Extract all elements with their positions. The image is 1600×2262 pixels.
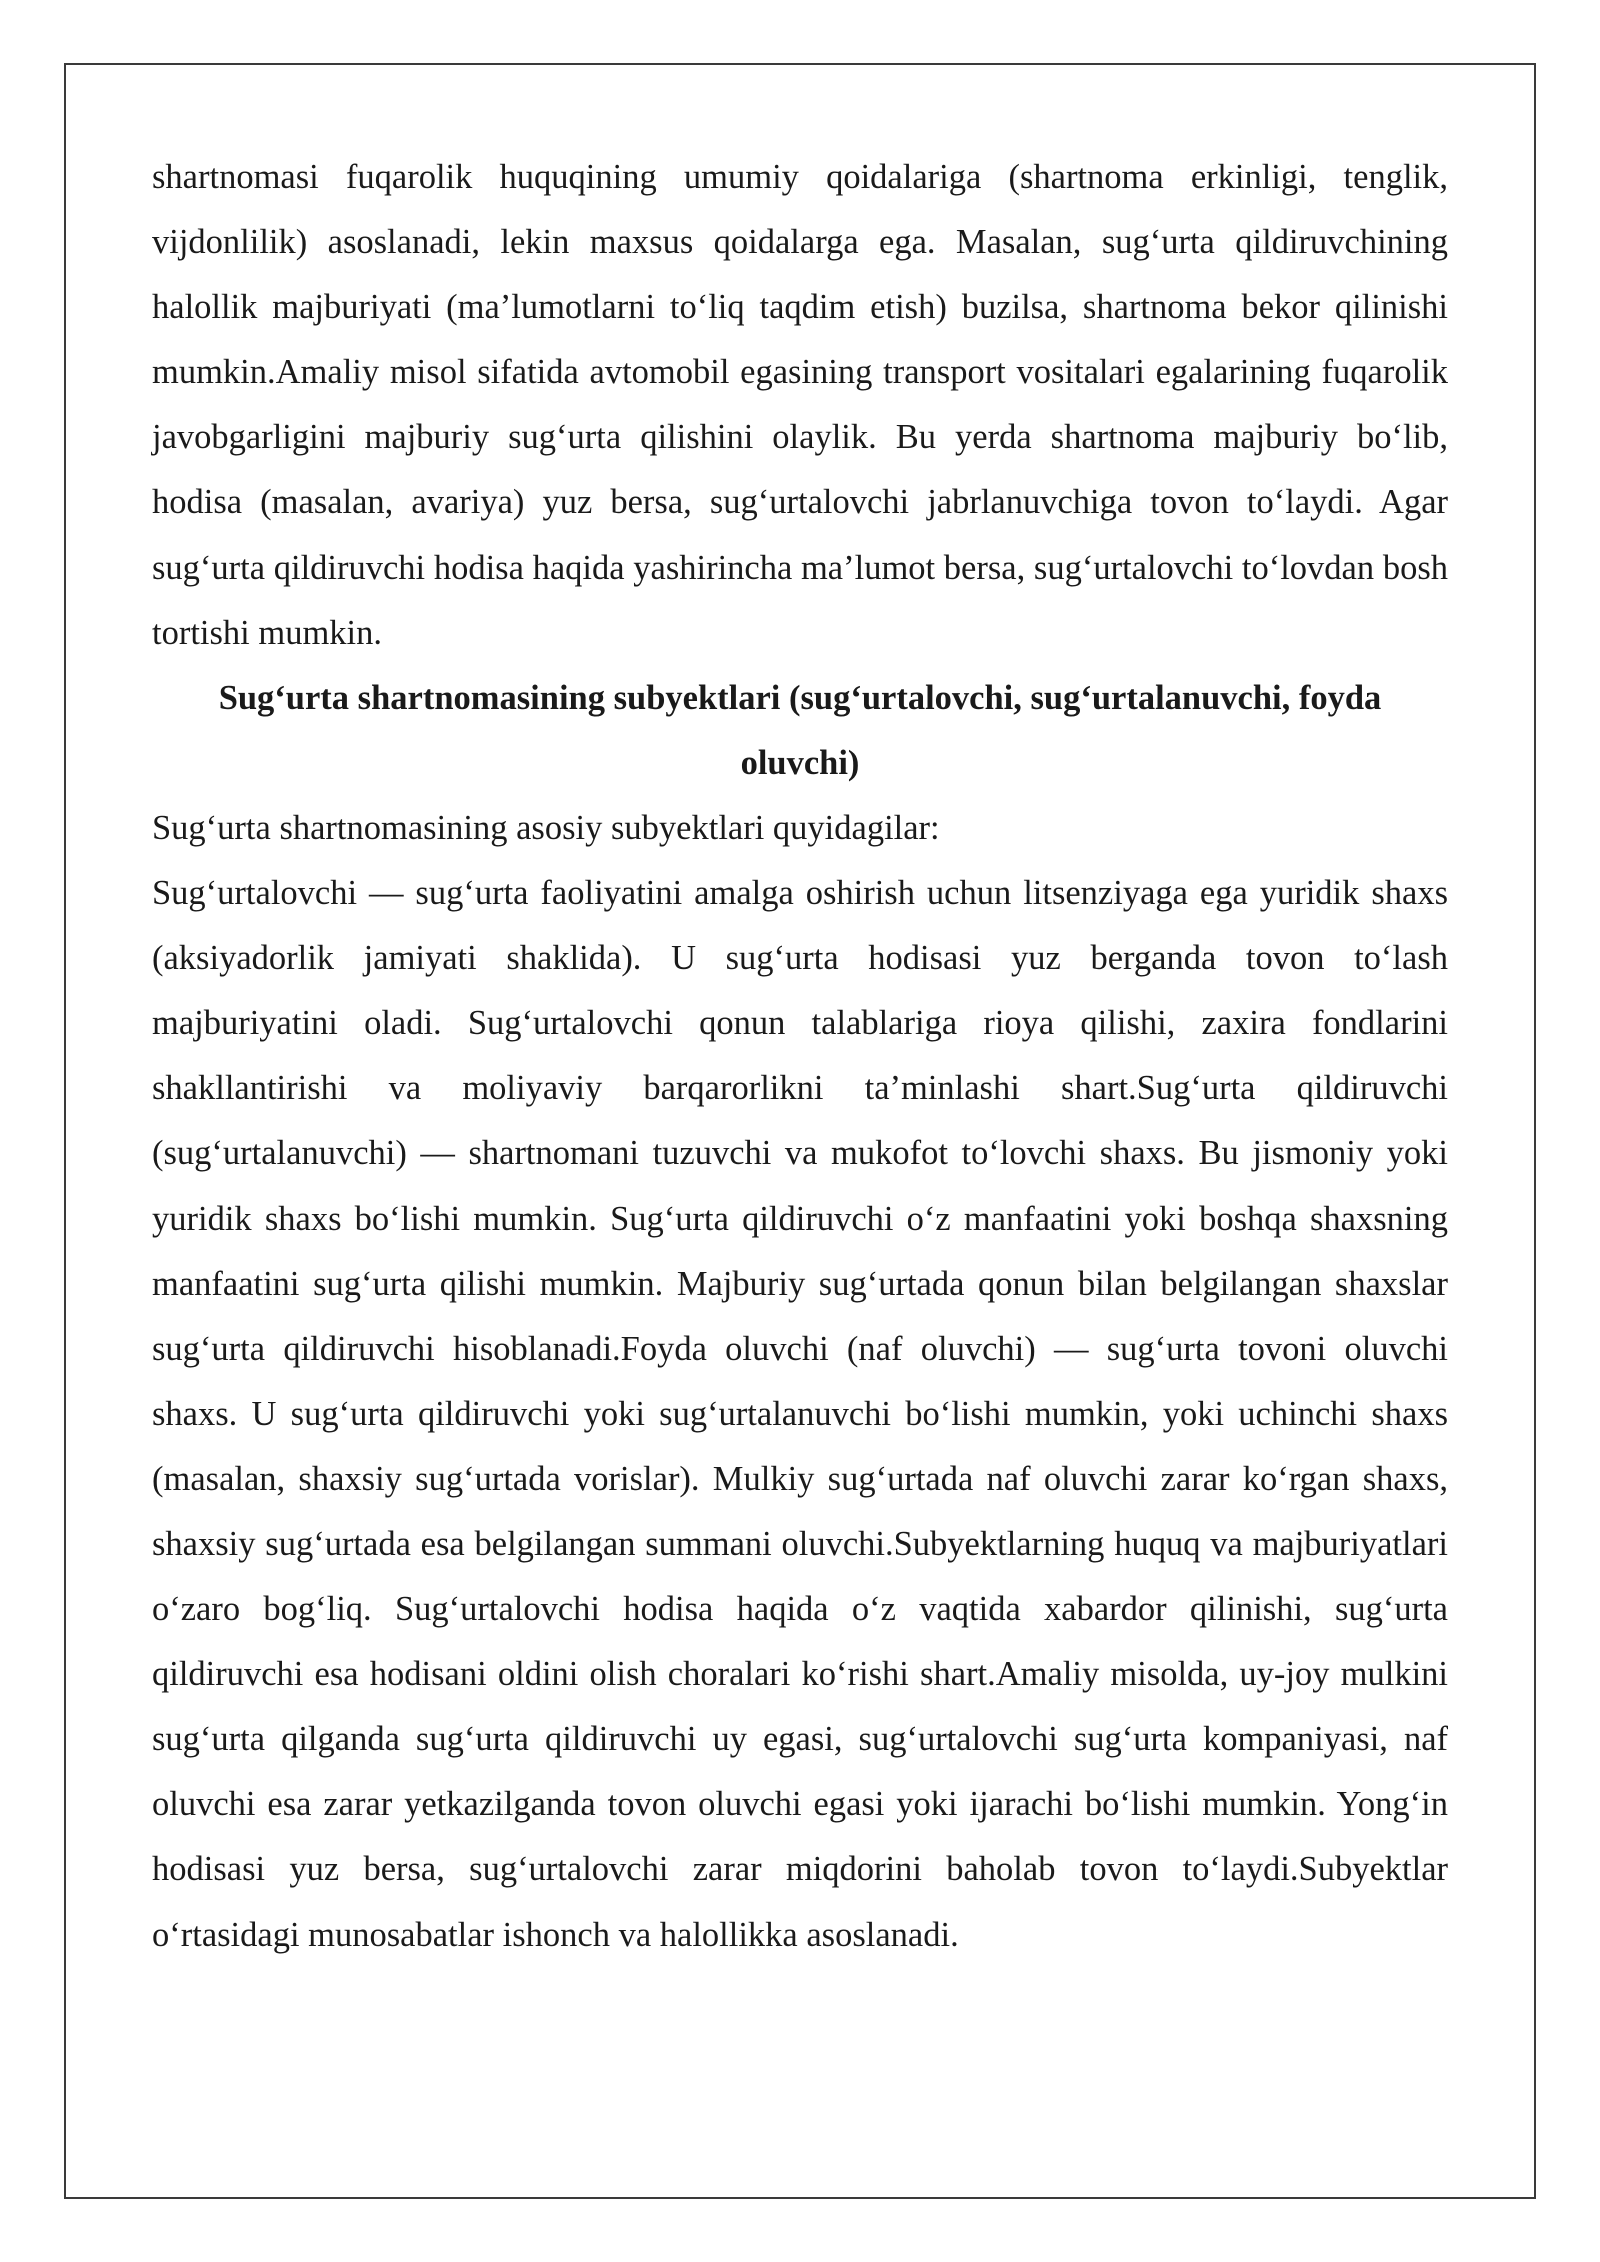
paragraph-intro: shartnomasi fuqarolik huquqining umumiy qoidalariga (shartnoma erkinligi, tenglik, vijdonlilik) asoslanadi, lekin maxsus qoidalarga ega. Masalan, sug‘urta qildiruvchining halollik majburiyati (ma’lumotlarni to‘liq taqdim etish) buzilsa, shartnoma bekor qilinishi mumkin.Amaliy misol sifatida avtomobil egasining transport vositalari egalarining fuqarolik javobgarligini majburiy sug‘urta qilishini olaylik. Bu yerda shartnoma majburiy bo‘lib, hodisa (masalan, avariya) yuz bersa, sug‘urtalovchi jabrlanuvchiga tovon to‘laydi. Agar sug‘urta qildiruvchi hodisa haqida yashirincha ma’lumot bersa, sug‘urtalovchi to‘lovdan bosh tortishi mumkin. — [152, 158, 1448, 652]
section-heading-line-2: oluvchi) — [740, 743, 860, 782]
document-body — [152, 145, 1448, 1968]
section-heading-line-1: Sug‘urta shartnomasining subyektlari (sug‘urtalovchi, sug‘urtalanuvchi, foyda — [218, 678, 1382, 717]
section-heading — [152, 666, 1448, 796]
paragraph-subjects-body: Sug‘urtalovchi — sug‘urta faoliyatini amalga oshirish uchun litsenziyaga ega yuridik shaxs (aksiyadorlik jamiyati shaklida). U sug‘urta hodisasi yuz berganda tovon to‘lash majburiyatini oladi. Sug‘urtalovchi qonun talablariga rioya qilishi, zaxira fondlarini shakllantirishi va moliyaviy barqarorlikni ta’minlashi shart.Sug‘urta qildiruvchi (sug‘urtalanuvchi) — shartnomani tuzuvchi va mukofot to‘lovchi shaxs. Bu jismoniy yoki yuridik shaxs bo‘lishi mumkin. Sug‘urta qildiruvchi o‘z manfaatini yoki boshqa shaxsning manfaatini sug‘urta qilishi mumkin. Majburiy sug‘urtada qonun bilan belgilangan shaxslar sug‘urta qildiruvchi hisoblanadi.Foyda oluvchi (naf oluvchi) — sug‘urta tovoni oluvchi shaxs. U sug‘urta qildiruvchi yoki sug‘urtalanuvchi bo‘lishi mumkin, yoki uchinchi shaxs (masalan, shaxsiy sug‘urtada vorislar). Mulkiy sug‘urtada naf oluvchi zarar ko‘rgan shaxs, shaxsiy sug‘urtada esa belgilangan summani oluvchi.Subyektlarning huquq va majburiyatlari o‘zaro bog‘liq. Sug‘urtalovchi hodisa haqida o‘z vaqtida xabardor qilinishi, sug‘urta qildiruvchi esa hodisani oldini olish choralari ko‘rishi shart.Amaliy misolda, uy-joy mulkini sug‘urta qilganda sug‘urta qildiruvchi uy egasi, sug‘urtalovchi sug‘urta kompaniyasi, naf oluvchi esa zarar yetkazilganda tovon oluvchi egasi yoki ijarachi bo‘lishi mumkin. Yong‘in hodisasi yuz bersa, sug‘urtalovchi zarar miqdorini baholab tovon to‘laydi.Subyektlar o‘rtasidagi munosabatlar ishonch va halollikka asoslanadi. — [152, 874, 1448, 1954]
paragraph-subjects-intro: Sug‘urta shartnomasining asosiy subyektlari quyidagilar: — [152, 808, 940, 847]
